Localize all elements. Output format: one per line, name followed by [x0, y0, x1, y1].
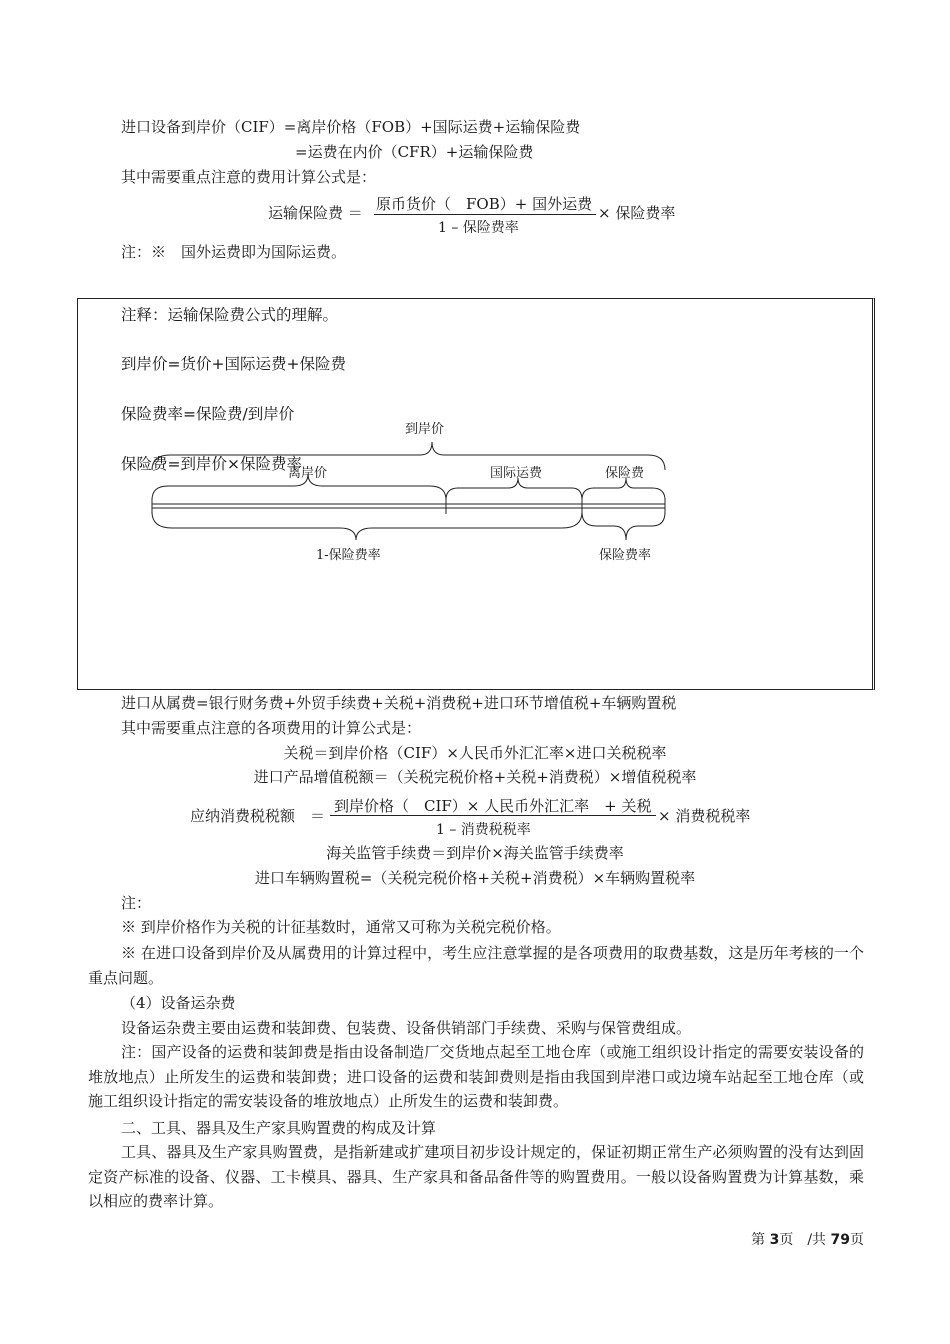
- page-footer: [751, 1229, 864, 1249]
- formula-intro: 其中需要重点注意的费用计算公式是：: [121, 168, 377, 186]
- freight-note: 注：※ 国外运费即为国际运费。: [121, 243, 347, 261]
- diagram-label-one-minus-rate: 1-保险费率: [316, 548, 381, 563]
- section4-heading: （4）设备运杂费: [121, 994, 236, 1012]
- tariff-formula: 关税＝到岸价格（CIF）×人民币外汇汇率×进口关税税率: [283, 744, 667, 762]
- note-cif-tax-base: ※ 到岸价格作为关税的计征基数时，通常又可称为关税完税价格。: [121, 918, 561, 936]
- vat-formula: 进口产品增值税额＝（关税完税价格+关税+消费税）×增值税税率: [253, 768, 697, 786]
- fraction-bar: [330, 815, 656, 816]
- tools-section-heading: 二、工具、器具及生产家具购置费的构成及计算: [121, 1119, 437, 1137]
- import-fees-line: 进口从属费=银行财务费+外贸手续费+关税+消费税+进口环节增值税+车辆购置税: [121, 694, 677, 712]
- notes-label: 注：: [121, 894, 152, 912]
- cif-formula-line1: 进口设备到岸价（CIF）=离岸价格（FOB）+国际运费+运输保险费: [121, 118, 581, 136]
- footer-prefix: 第: [751, 1232, 766, 1248]
- consumption-tax-formula: [190, 793, 760, 839]
- footer-page-number: 3: [769, 1232, 780, 1248]
- footer-suffix: 页: [850, 1232, 864, 1248]
- annotation-line-cif: 到岸价=货价+国际运费+保险费: [121, 355, 346, 373]
- insurance-formula-rhs: × 保险费率: [598, 204, 676, 222]
- customs-fee-formula: 海关监管手续费＝到岸价×海关监管手续费率: [326, 844, 624, 862]
- consumption-formula-denominator: 1 – 消费税税率: [436, 822, 531, 838]
- insurance-rate-brace: [582, 512, 665, 540]
- import-fees-intro: 其中需要重点注意的各项费用的计算公式是：: [121, 719, 422, 737]
- cif-formula-line2: =运费在内价（CFR）+运输保险费: [295, 143, 534, 161]
- consumption-formula-lhs: 应纳消费税税额 ＝: [190, 807, 326, 825]
- consumption-formula-rhs: × 消费税税率: [658, 807, 751, 825]
- section4-paragraph2: 注：国产设备的运费和装卸费是指由设备制造厂交货地点起至工地仓库（或施工组织设计指定的需要安装设备的堆放地点）止所发生的运费和装卸费；进口设备的运费和装卸费则是指由我国到岸港口或边境车站起至工地仓库（或施工组织设计指定的需安装设备的堆放地点）止所发生的运费和装卸费。: [88, 1043, 864, 1110]
- insurance-formula-numerator: 原币货价（ FOB）+ 国外运费: [376, 195, 593, 213]
- insurance-formula-denominator: 1 – 保险费率: [438, 220, 519, 236]
- note-fee-base: ※ 在进口设备到岸价及从属费用的计算过程中，考生应注意掌握的是各项费用的取费基数，这是历年考核的一个重点问题。: [88, 944, 864, 987]
- diagram-label-insurance-rate: 保险费率: [599, 548, 652, 563]
- diagram-label-cif: 到岸价: [405, 422, 445, 437]
- insurance-formula-lhs: 运输保险费 ＝: [268, 204, 363, 222]
- annotation-line-fee: 保险费=到岸价×保险费率: [121, 455, 302, 473]
- consumption-formula-numerator: 到岸价格（ CIF）× 人民币外汇汇率 + 关税: [334, 797, 652, 815]
- diagram-label-fob: 离岸价: [288, 466, 328, 481]
- customs-fee-row: [0, 844, 950, 862]
- footer-middle: 页 /共: [779, 1232, 827, 1248]
- tools-section-paragraph: 工具、器具及生产家具购置费，是指新建或扩建项目初步设计规定的，保证初期正常生产必须购置的没有达到固定资产标准的设备、仪器、工卡模具、器具、生产家具和备品备件等的购置费用。一般以设备购置费为计算基数，乘以相应的费率计算。: [88, 1143, 864, 1210]
- footer-total-pages: 79: [830, 1232, 850, 1248]
- diagram-label-freight: 国际运费: [490, 466, 543, 481]
- vat-row: [0, 768, 950, 786]
- vehicle-tax-row: [0, 869, 950, 887]
- annotation-line-rate: 保险费率=保险费/到岸价: [121, 405, 295, 423]
- diagram-label-insurance: 保险费: [605, 466, 645, 481]
- annotation-title: 注释：运输保险费公式的理解。: [121, 306, 339, 324]
- cif-brace: [152, 442, 665, 470]
- tariff-row: [0, 744, 950, 762]
- one-minus-rate-brace: [152, 512, 582, 540]
- section4-paragraph1: 设备运杂费主要由运费和装卸费、包装费、设备供销部门手续费、采购与保管费组成。: [121, 1019, 692, 1037]
- vehicle-tax-formula: 进口车辆购置税=（关税完税价格+关税+消费税）×车辆购置税率: [254, 869, 696, 887]
